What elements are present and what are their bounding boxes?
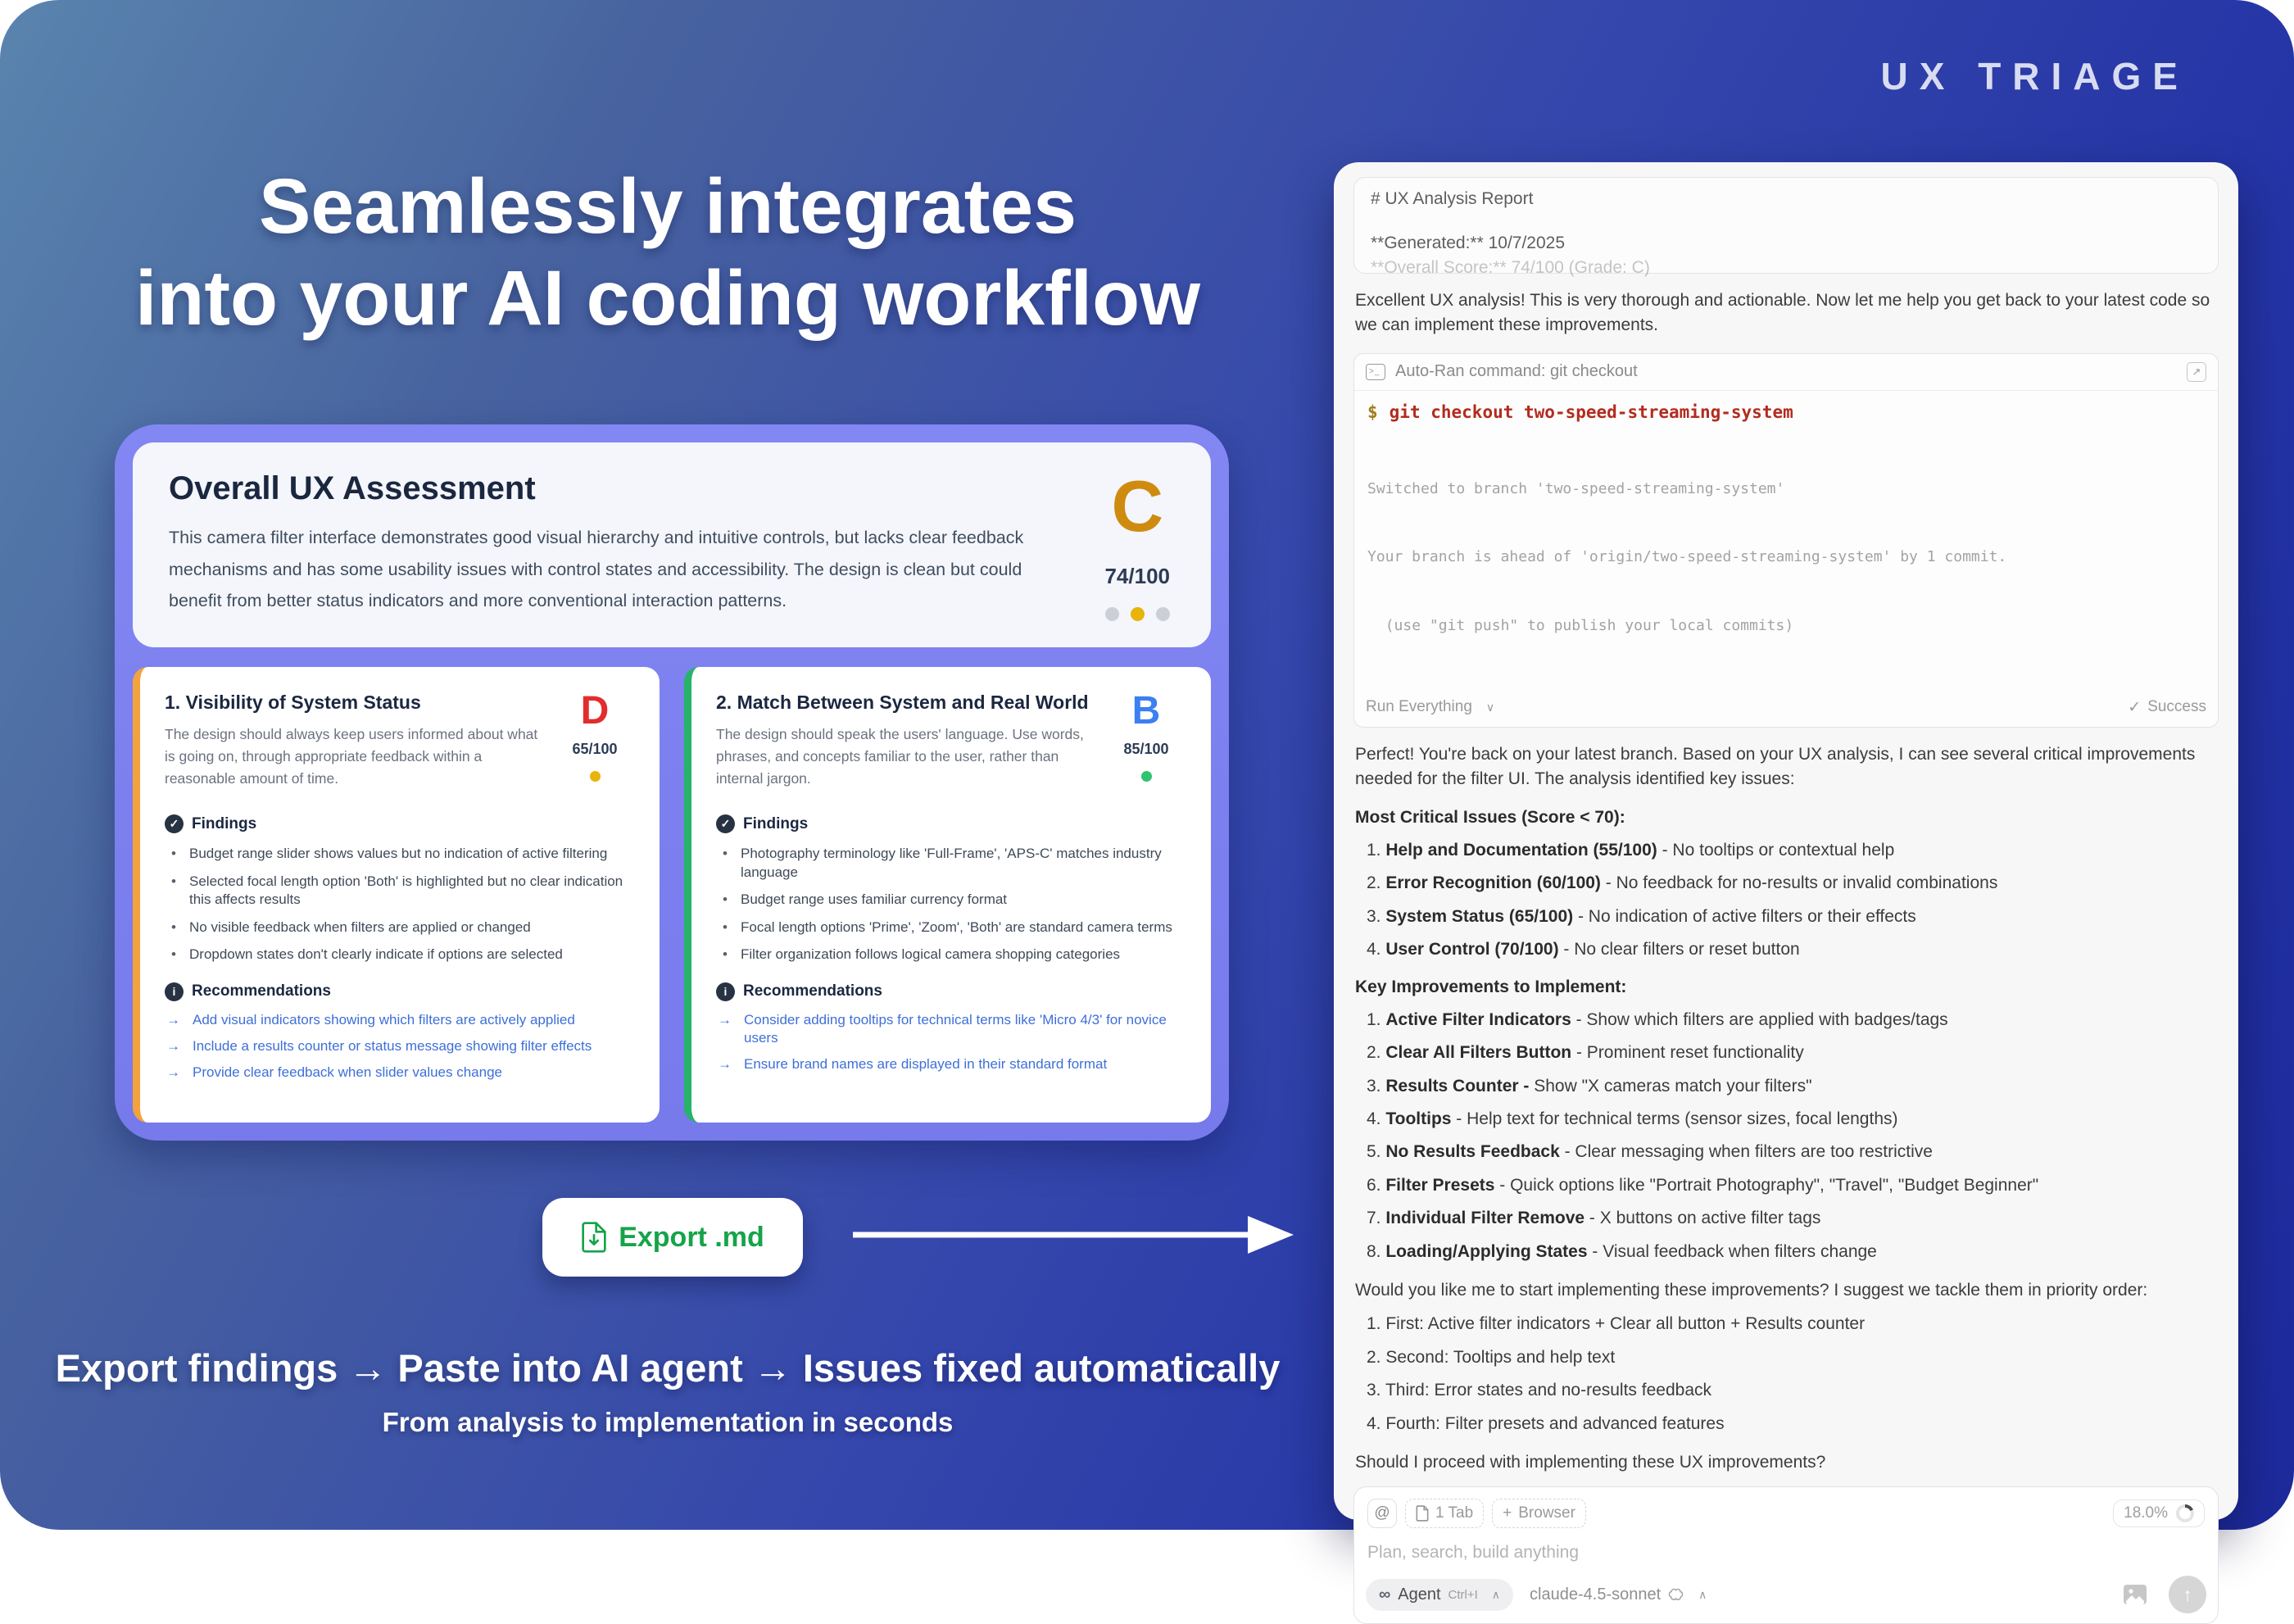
assessment-panel <box>115 424 1229 1141</box>
command-header-label: Auto-Ran command: git checkout <box>1395 362 1638 381</box>
heuristic-title: 1. Visibility of System Status <box>165 692 421 713</box>
context-usage-indicator[interactable] <box>2113 1499 2205 1527</box>
chat-composer <box>1353 1486 2219 1624</box>
item-detail: - No clear filters or reset button <box>1558 940 1800 959</box>
chevron-up-icon: ∧ <box>1491 1587 1501 1601</box>
item-detail: - Help text for technical terms (sensor sizes, focal lengths) <box>1451 1109 1898 1129</box>
command-text: git checkout two-speed-streaming-system <box>1389 401 1793 422</box>
plus-icon: + <box>1503 1504 1512 1522</box>
item-title: Active Filter Indicators <box>1385 1009 1571 1029</box>
heuristic-card-header <box>716 689 1183 790</box>
item-title: Results Counter - <box>1385 1076 1530 1096</box>
finding-item: • Filter organization follows logical camera shopping categories <box>716 946 1183 964</box>
shell-prompt: $ <box>1367 401 1378 422</box>
findings-list <box>165 845 632 964</box>
item-number: 1. <box>1367 1009 1381 1029</box>
export-download-icon <box>581 1222 607 1253</box>
command-output <box>1367 432 2205 683</box>
brand-logo: UX TRIAGE <box>1880 55 2189 98</box>
info-circle-icon: i <box>165 982 184 1001</box>
agent-mode-selector[interactable] <box>1366 1579 1513 1611</box>
overall-title: Overall UX Assessment <box>169 470 536 506</box>
item-number: 6. <box>1367 1175 1381 1195</box>
item-number: 2. <box>1367 873 1381 893</box>
item-detail: - Visual feedback when filters change <box>1587 1241 1877 1261</box>
finding-item: • Budget range uses familiar currency format <box>716 891 1183 909</box>
heuristic-grade: D <box>580 689 610 733</box>
item-detail: - Show which filters are applied with badges/tags <box>1571 1009 1948 1029</box>
context-ring-icon <box>2176 1504 2194 1522</box>
heuristic-score: 85/100 <box>1123 741 1169 757</box>
pasted-report-message <box>1353 177 2219 277</box>
item-detail: First: Active filter indicators + Clear all button + Results counter <box>1385 1314 1866 1334</box>
chevron-down-icon: ∨ <box>1485 700 1495 714</box>
browser-chip-label: Browser <box>1518 1504 1575 1522</box>
report-generated: **Generated:** 10/7/2025 <box>1371 234 1566 252</box>
check-icon: ✓ <box>2128 698 2142 716</box>
findings-list <box>716 845 1183 964</box>
heuristic-grade-block <box>1109 689 1183 790</box>
model-selector[interactable] <box>1530 1585 1707 1604</box>
heuristic-status-dot <box>590 771 601 782</box>
headline-line2: into your AI coding workflow <box>134 255 1201 342</box>
output-line: (use "git push" to publish your local commits) <box>1367 617 1794 634</box>
item-title: Individual Filter Remove <box>1385 1209 1585 1228</box>
item-number: 3. <box>1367 906 1381 926</box>
recommendations-list <box>716 1011 1183 1073</box>
heuristic-text <box>165 692 542 790</box>
improvement-item <box>1355 1240 2217 1263</box>
score-dot <box>1131 607 1145 621</box>
overall-grade-block <box>1104 465 1175 621</box>
score-dot <box>1105 607 1119 621</box>
item-number: 4. <box>1367 940 1381 959</box>
item-title: Error Recognition (60/100) <box>1385 873 1601 893</box>
infinity-icon: ∞ <box>1379 1585 1391 1604</box>
send-button[interactable] <box>2169 1576 2206 1613</box>
recommendations-label: Recommendations <box>743 982 882 1000</box>
findings-label: Findings <box>743 814 809 832</box>
item-number: 4. <box>1367 1109 1381 1129</box>
item-number: 2. <box>1367 1347 1381 1367</box>
item-detail: Fourth: Filter presets and advanced features <box>1385 1413 1725 1433</box>
composer-actions-row <box>1366 1576 2206 1613</box>
item-detail: - Clear messaging when filters are too restrictive <box>1559 1142 1933 1162</box>
ai-chat-panel <box>1334 162 2238 1605</box>
heuristic-title: 2. Match Between System and Real World <box>716 692 1089 713</box>
item-number: 1. <box>1367 1314 1381 1334</box>
report-title: # UX Analysis Report <box>1371 189 1534 208</box>
run-everything-button[interactable] <box>1366 698 1494 716</box>
heuristic-score: 65/100 <box>572 741 618 757</box>
item-title: Clear All Filters Button <box>1385 1043 1572 1063</box>
output-line: Switched to branch 'two-speed-streaming-system' <box>1367 479 1785 497</box>
finding-item: • Budget range slider shows values but no indication of active filtering <box>165 845 632 863</box>
heuristic-status-dot <box>1141 771 1152 782</box>
assistant-paragraph: Should I proceed with implementing these UX improvements? <box>1355 1453 1826 1472</box>
auto-ran-command-card <box>1353 353 2219 728</box>
model-name: claude-4.5-sonnet <box>1530 1585 1662 1604</box>
finding-item: • Selected focal length option 'Both' is highlighted but no clear indication this affects results <box>165 873 632 910</box>
model-brain-icon <box>1668 1587 1684 1602</box>
export-button-label: Export .md <box>619 1221 764 1253</box>
tab-context-chip[interactable] <box>1405 1499 1484 1528</box>
overall-assessment-text <box>169 470 1054 617</box>
recommendation-link[interactable]: → Include a results counter or status message showing filter effects <box>165 1037 632 1055</box>
item-number: 2. <box>1367 1043 1381 1063</box>
item-number: 4. <box>1367 1413 1381 1433</box>
critical-item <box>1355 838 2217 862</box>
item-title: Filter Presets <box>1385 1175 1495 1195</box>
arrow-up-icon: ↑ <box>2183 1583 2192 1605</box>
workflow-arrow <box>848 1210 1294 1259</box>
overall-score: 74/100 <box>1104 564 1170 588</box>
priority-item <box>1355 1345 2217 1369</box>
recommendations-label: Recommendations <box>192 982 331 1000</box>
finding-item: • Focal length options 'Prime', 'Zoom', 'Both' are standard camera terms <box>716 919 1183 937</box>
item-detail: - No indication of active filters or their effects <box>1573 906 1916 926</box>
overall-grade: C <box>1111 465 1164 547</box>
item-title: User Control (70/100) <box>1385 940 1559 959</box>
score-dot <box>1156 607 1170 621</box>
info-circle-icon: i <box>716 982 735 1001</box>
chevron-up-icon: ∧ <box>1698 1587 1707 1601</box>
heuristic-cards-row <box>133 667 1211 1123</box>
item-number: 5. <box>1367 1142 1381 1162</box>
output-line: Your branch is ahead of 'origin/two-speed-streaming-system' by 1 commit. <box>1367 548 2007 566</box>
at-icon: @ <box>1374 1504 1390 1522</box>
critical-item <box>1355 905 2217 928</box>
agent-shortcut: Ctrl+I <box>1448 1587 1478 1602</box>
findings-label: Findings <box>192 814 257 832</box>
improvement-item <box>1355 1173 2217 1197</box>
heuristic-description: The design should always keep users informed about what is going on, through appropriate feedback within a reasonable amount of time. <box>165 726 538 787</box>
heuristic-grade: B <box>1131 689 1161 733</box>
bottom-tagline <box>0 1345 1335 1438</box>
command-status <box>2128 698 2206 717</box>
recommendation-link[interactable]: → Ensure brand names are displayed in their standard format <box>716 1055 1183 1073</box>
item-title: System Status (65/100) <box>1385 906 1574 926</box>
attach-image-button[interactable] <box>2123 1584 2147 1605</box>
critical-item <box>1355 871 2217 895</box>
priority-item <box>1355 1312 2217 1336</box>
headline-line1: Seamlessly integrates <box>258 163 1077 250</box>
heuristic-card-visibility <box>133 667 660 1123</box>
improvement-item <box>1355 1041 2217 1064</box>
findings-label-row <box>716 814 1183 833</box>
file-icon <box>1416 1505 1429 1522</box>
finding-item: • Dropdown states don't clearly indicate if options are selected <box>165 946 632 964</box>
item-detail: Show "X cameras match your filters" <box>1529 1076 1812 1096</box>
improvement-item <box>1355 1140 2217 1164</box>
headline <box>0 161 1335 344</box>
item-number: 3. <box>1367 1076 1381 1096</box>
overall-description: This camera filter interface demonstrates good visual hierarchy and intuitive controls, but lacks clear feedback mechanisms and has some usability issues with control states and accessibility. The design is clean but could benefit from better status indicators and more conventional interaction patterns. <box>169 528 1024 611</box>
item-title: Tooltips <box>1385 1109 1452 1129</box>
heuristic-description: The design should speak the users' language. Use words, phrases, and concepts familiar to the user, rather than internal jargon. <box>716 726 1084 787</box>
improvement-item <box>1355 1074 2217 1098</box>
command-line <box>1367 402 2205 422</box>
item-detail: - Prominent reset functionality <box>1571 1043 1804 1063</box>
finding-item: • No visible feedback when filters are applied or changed <box>165 919 632 937</box>
terminal-icon: >_ <box>1366 364 1385 380</box>
mention-button[interactable] <box>1367 1499 1397 1528</box>
item-detail: - Quick options like "Portrait Photography", "Travel", "Budget Beginner" <box>1494 1175 2039 1195</box>
report-overall-score: **Overall Score:** 74/100 (Grade: C) <box>1371 258 1650 277</box>
overall-assessment-card <box>133 442 1211 647</box>
item-title: Loading/Applying States <box>1385 1241 1588 1261</box>
item-number: 1. <box>1367 840 1381 860</box>
context-percent: 18.0% <box>2124 1504 2168 1522</box>
item-number: 3. <box>1367 1381 1381 1400</box>
heuristic-card-header <box>165 689 632 790</box>
item-detail: - No feedback for no-results or invalid combinations <box>1600 873 1998 893</box>
command-header <box>1354 354 2218 391</box>
priority-item <box>1355 1412 2217 1436</box>
improvement-item <box>1355 1107 2217 1131</box>
heuristic-text <box>716 692 1093 790</box>
critical-item <box>1355 937 2217 961</box>
item-number: 8. <box>1367 1241 1381 1261</box>
recommendations-label-row <box>165 982 632 1001</box>
tagline-sub: From analysis to implementation in seconds <box>382 1407 954 1437</box>
recommendation-link[interactable]: → Add visual indicators showing which filters are actively applied <box>165 1011 632 1029</box>
open-in-terminal-button[interactable] <box>2187 362 2206 382</box>
status-label: Success <box>2147 698 2206 716</box>
run-everything-label: Run Everything <box>1366 698 1472 716</box>
check-circle-icon: ✓ <box>165 814 184 833</box>
improvement-item <box>1355 1206 2217 1230</box>
improvements-heading: Key Improvements to Implement: <box>1355 977 1627 996</box>
export-md-button[interactable] <box>542 1198 803 1277</box>
agent-mode-label: Agent <box>1398 1585 1441 1604</box>
finding-item: • Photography terminology like 'Full-Frame', 'APS-C' matches industry language <box>716 845 1183 882</box>
composer-context-row <box>1367 1499 2205 1528</box>
recommendation-link[interactable]: → Consider adding tooltips for technical terms like 'Micro 4/3' for novice users <box>716 1011 1183 1047</box>
score-dots <box>1104 607 1170 621</box>
item-title: Help and Documentation (55/100) <box>1385 840 1657 860</box>
item-detail: Second: Tooltips and help text <box>1385 1347 1616 1367</box>
command-body <box>1354 391 2218 692</box>
recommendations-label-row <box>716 982 1183 1001</box>
findings-label-row <box>165 814 632 833</box>
item-title: No Results Feedback <box>1385 1142 1560 1162</box>
item-detail: - No tooltips or contextual help <box>1657 840 1895 860</box>
recommendation-link[interactable]: → Provide clear feedback when slider values change <box>165 1064 632 1082</box>
command-footer <box>1354 692 2218 727</box>
assistant-intro: Excellent UX analysis! This is very thorough and actionable. Now let me help you get back to your latest code so we can implement these improvements. <box>1355 291 2210 335</box>
item-number: 7. <box>1367 1209 1381 1228</box>
check-circle-icon: ✓ <box>716 814 735 833</box>
assistant-paragraph: Perfect! You're back on your latest branch. Based on your UX analysis, I can see several critical improvements needed for the filter UI. The analysis identified key issues: <box>1355 744 2196 789</box>
message-input[interactable]: Plan, search, build anything <box>1367 1543 1579 1563</box>
heuristic-grade-block <box>558 689 632 790</box>
recommendations-list <box>165 1011 632 1082</box>
external-link-icon: ↗ <box>2192 365 2201 378</box>
browser-context-chip[interactable] <box>1492 1499 1586 1528</box>
item-detail: - X buttons on active filter tags <box>1584 1209 1821 1228</box>
tab-chip-label: 1 Tab <box>1435 1504 1474 1522</box>
improvement-item <box>1355 1008 2217 1032</box>
priority-item <box>1355 1378 2217 1402</box>
heuristic-card-real-world <box>684 667 1211 1123</box>
tagline-main: Export findings → Paste into AI agent → Issues fixed automatically <box>55 1346 1281 1390</box>
critical-issues-heading: Most Critical Issues (Score < 70): <box>1355 807 1625 827</box>
assistant-paragraph: Would you like me to start implementing these improvements? I suggest we tackle them in priority order: <box>1355 1281 2148 1300</box>
item-detail: Third: Error states and no-results feedback <box>1385 1381 1711 1400</box>
